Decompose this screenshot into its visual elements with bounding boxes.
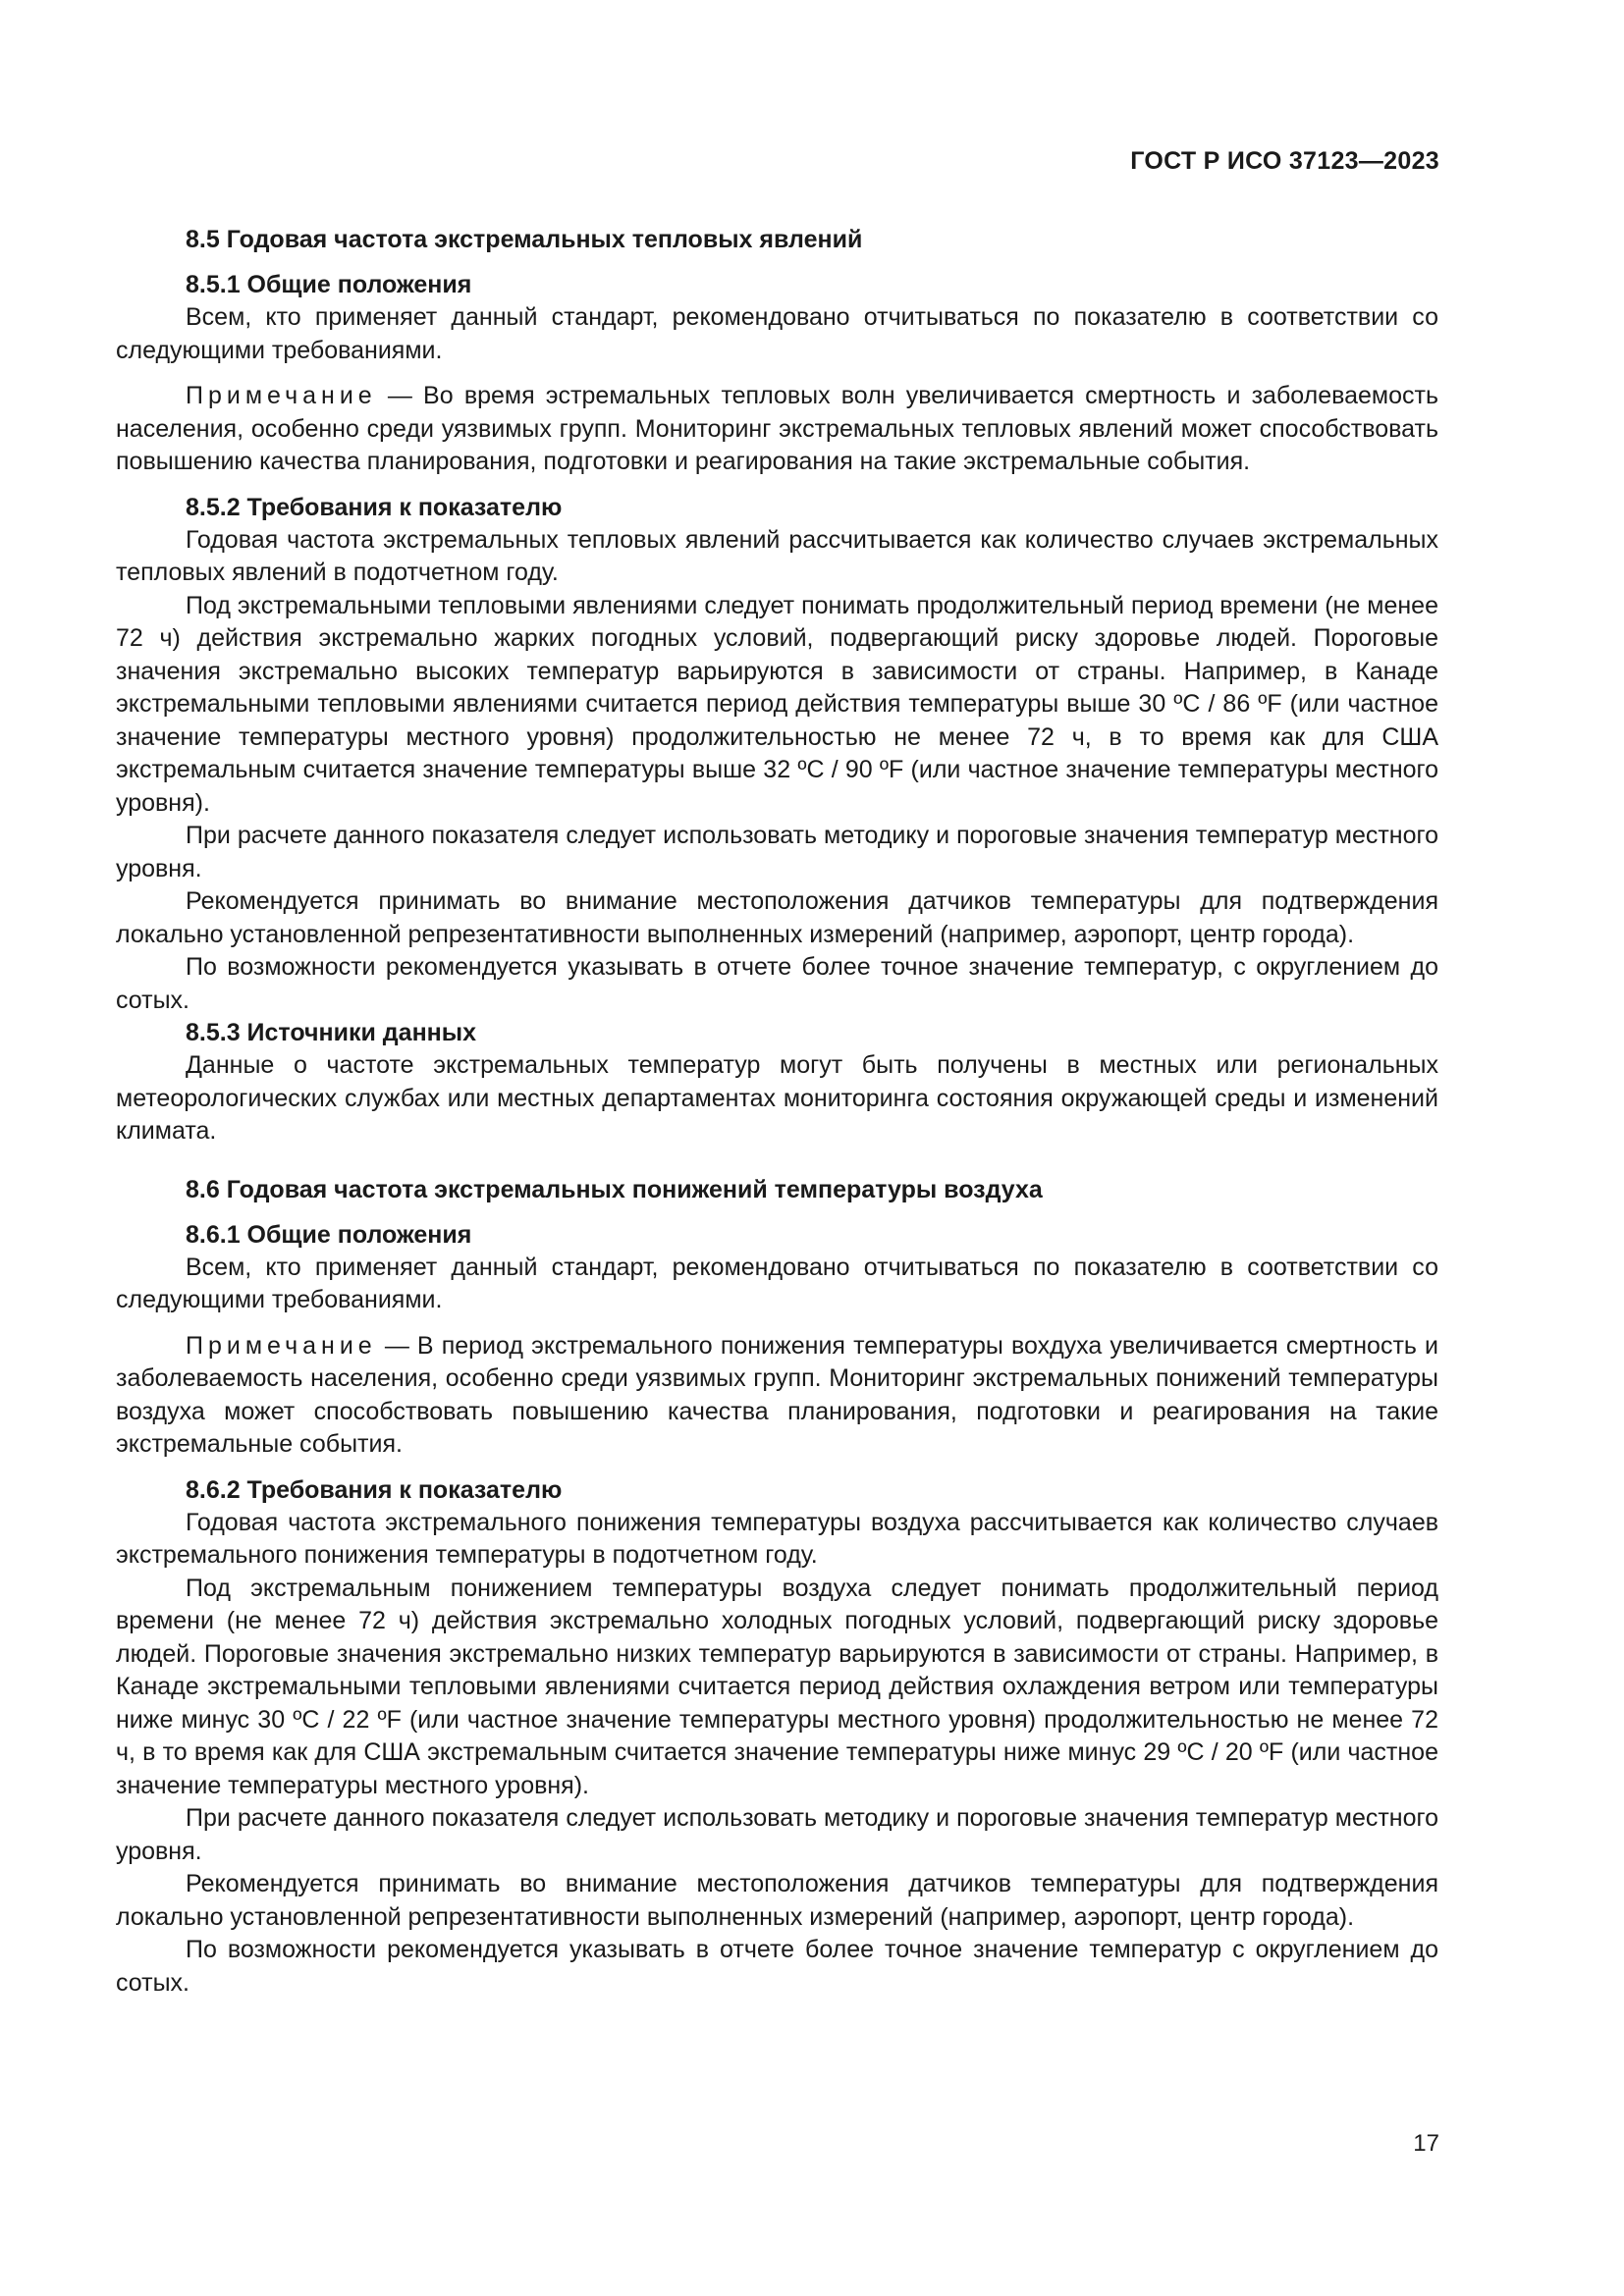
note-text: — В период экстремального понижения температуры вохдуха увеличивается смертность и заболеваемость населения, особенно среди уязвимых групп. Мониторинг экстремальных понижений температуры воздуха может способствовать повышению качества планирования, подготовки и реагирования на такие экстремальные события. (116, 1331, 1438, 1458)
note-label: Примечание (186, 1331, 377, 1360)
note-label: Примечание (186, 382, 377, 409)
paragraph: По возможности рекомендуется указывать в отчете более точное значение температур, с округлением до сотых. (116, 953, 1438, 1014)
paragraph: Рекомендуется принимать во внимание местоположения датчиков температуры для подтверждения локально установленной репрезентативности выполненных измерений (например, аэропорт, центр города). (116, 1870, 1438, 1931)
paragraph: Рекомендуется принимать во внимание местоположения датчиков температуры для подтверждения локально установленной репрезентативности выполненных измерений (например, аэропорт, центр города). (116, 887, 1438, 948)
section-8-6-title: 8.6 Годовая частота экстремальных понижений температуры воздуха (186, 1175, 1043, 1203)
subsection-8-5-2-title: 8.5.2 Требования к показателю (186, 493, 563, 521)
subsection-8-5-1-title: 8.5.1 Общие положения (186, 271, 472, 298)
document-id-header: ГОСТ Р ИСО 37123—2023 (1130, 147, 1439, 175)
page-content (116, 224, 1438, 2000)
subsection-8-5-3-title: 8.5.3 Источники данных (186, 1019, 477, 1046)
note-text: — Во время эстремальных тепловых волн увеличивается смертность и заболеваемость населения, особенно среди уязвимых групп. Мониторинг экстремальных тепловых явлений может способствовать повышению качества планирования, подготовки и реагирования на такие экстремальные события. (116, 382, 1438, 475)
paragraph: При расчете данного показателя следует использовать методику и пороговые значения температур местного уровня. (116, 822, 1438, 882)
paragraph: Под экстремальным понижением температуры воздуха следует понимать продолжительный период времени (не менее 72 ч) действия экстремально холодных погодных условий, подвергающий риску здоровье людей. Пороговые значения экстремально низких температур варьируются в зависимости от страны. Например, в Канаде экстремальными тепловыми явлениями считается период действия охлаждения ветром или температуры ниже минус 30 ºС / 22 ºF (или частное значение температуры местного уровня) продолжительностью не менее 72 ч, в то время как для США экстремальным считается значение температуры ниже минус 29 ºС / 20 ºF (или частное значение температуры местного уровня). (116, 1574, 1438, 1799)
paragraph: Годовая частота экстремальных тепловых явлений рассчитывается как количество случаев экстремальных тепловых явлений в подотчетном году. (116, 525, 1438, 586)
note-paragraph (116, 380, 1438, 479)
paragraph: При расчете данного показателя следует использовать методику и пороговые значения температур местного уровня. (116, 1804, 1438, 1865)
paragraph: По возможности рекомендуется указывать в отчете более точное значение температур с округлением до сотых. (116, 1936, 1438, 1997)
paragraph: Под экстремальными тепловыми явлениями следует понимать продолжительный период времени (не менее 72 ч) действия экстремально жарких погодных условий, подвергающий риску здоровье людей. Пороговые значения экстремально высоких температур варьируются в зависимости от страны. Например, в Канаде экстремальными тепловыми явлениями считается период действия температуры выше 30 ºС / 86 ºF (или частное значение температуры местного уровня) продолжительностью не менее 72 ч, в то время как для США экстремальным считается значение температуры выше 32 ºС / 90 ºF (или частное значение температуры местного уровня). (116, 591, 1438, 817)
subsection-8-6-2-title: 8.6.2 Требования к показателю (186, 1475, 563, 1504)
section-8-5-title: 8.5 Годовая частота экстремальных тепловых явлений (186, 226, 863, 253)
page-number: 17 (1413, 2130, 1439, 2157)
paragraph: Всем, кто применяет данный стандарт, рекомендовано отчитываться по показателю в соответствии со следующими требованиями. (116, 1253, 1438, 1313)
paragraph: Всем, кто применяет данный стандарт, рекомендовано отчитываться по показателю в соответствии со следующими требованиями. (116, 303, 1438, 364)
note-paragraph (116, 1330, 1438, 1462)
paragraph: Данные о частоте экстремальных температур могут быть получены в местных или региональных метеорологических службах или местных департаментах мониторинга состояния окружающей среды и изменений климата. (116, 1051, 1438, 1145)
subsection-8-6-1-title: 8.6.1 Общие положения (186, 1220, 472, 1249)
paragraph: Годовая частота экстремального понижения температуры воздуха рассчитывается как количество случаев экстремального понижения температуры в подотчетном году. (116, 1508, 1438, 1569)
